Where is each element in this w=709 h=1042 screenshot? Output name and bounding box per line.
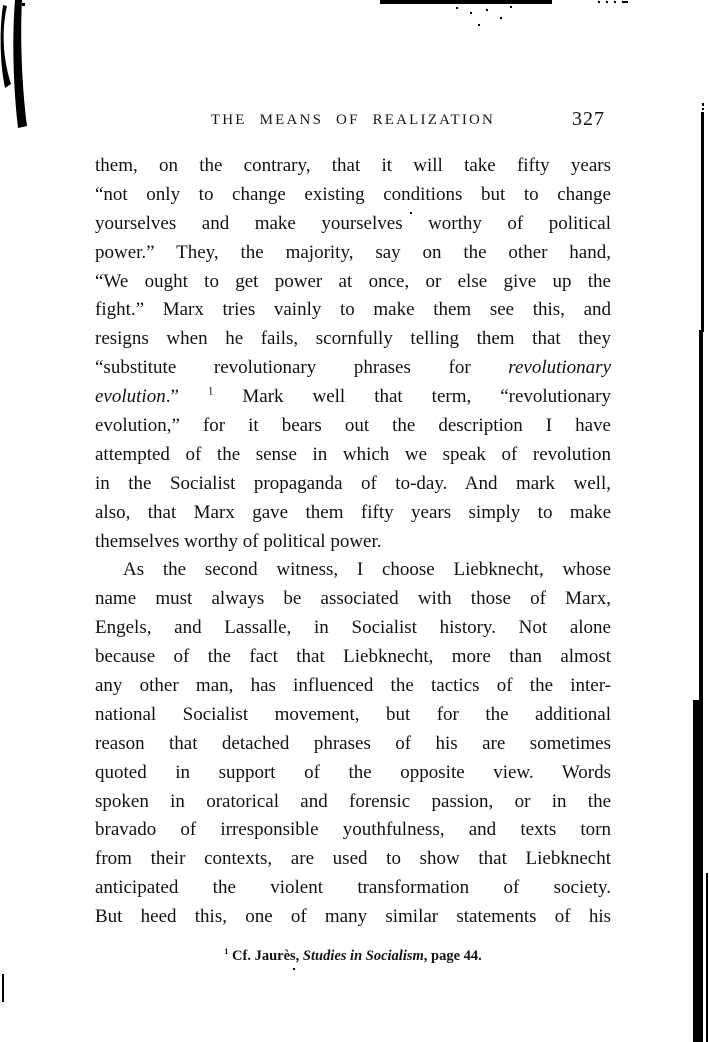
text-segment: “We ought to get power at once, or else give up the [95, 270, 611, 292]
text-segment: evolution,” for it bears out the description I have [95, 415, 611, 437]
text-line [95, 499, 611, 528]
paragraph [95, 556, 611, 932]
scan-artifact-top-rule [380, 0, 552, 4]
text-line [95, 296, 611, 325]
scan-speck [614, 1, 616, 3]
text-segment: national Socialist movement, but for the additional [95, 703, 611, 725]
running-header [95, 108, 611, 132]
scan-artifact-right-line [706, 873, 708, 1042]
text-segment: resigns when he fails, scornfully telling them that they [95, 328, 611, 350]
text-line [95, 325, 611, 354]
text-segment: 1 [207, 385, 214, 398]
text-line [95, 614, 611, 643]
text-line [95, 239, 611, 268]
scan-speck [606, 1, 608, 3]
text-segment: Mark well that term, “revolutionary [213, 386, 612, 408]
footnote [95, 948, 611, 965]
text-line [95, 845, 611, 874]
text-line [95, 874, 611, 903]
scan-speck [293, 968, 295, 970]
text-line [95, 268, 611, 297]
text-line [95, 730, 611, 759]
scan-speck [500, 17, 502, 19]
scan-speck [470, 12, 472, 14]
text-segment: anticipated the violent transformation of society. [95, 877, 611, 899]
scan-artifact-right-line [702, 108, 704, 110]
page-number: 327 [572, 108, 605, 130]
text-line [95, 210, 611, 239]
text-segment: Engels, and Lassalle, in Socialist history. Not alone [95, 617, 611, 639]
scan-speck [510, 6, 512, 8]
text-segment: fight.” Marx tries vainly to make them see this, and [95, 299, 611, 321]
footnote-text [224, 948, 482, 964]
scan-artifact-left-tick [2, 974, 4, 1002]
scan-speck [486, 9, 488, 11]
text-segment: But heed this, one of many similar statements of his [95, 906, 611, 928]
text-segment: any other man, has influenced the tactics of the inter- [95, 675, 611, 697]
text-line [95, 788, 611, 817]
text-line [95, 701, 611, 730]
text-line [95, 643, 611, 672]
text-segment: revolutionary [508, 357, 611, 379]
text-segment: quoted in support of the opposite view. Words [95, 761, 611, 783]
body-text [95, 152, 611, 932]
text-line [95, 354, 611, 383]
text-line [95, 816, 611, 845]
text-segment: bravado of irresponsible youthfulness, and texts torn [95, 819, 611, 841]
scan-speck [622, 1, 628, 3]
text-segment: also, that Marx gave them fifty years simply to make [95, 501, 611, 523]
text-line [95, 470, 611, 499]
text-line [95, 152, 611, 181]
text-line [95, 759, 611, 788]
text-line [95, 672, 611, 701]
text-segment: spoken in oratorical and forensic passion, or in the [95, 790, 611, 812]
scan-speck [598, 1, 600, 3]
scan-speck [478, 24, 480, 26]
scan-artifact-right-line [699, 330, 703, 702]
text-segment: evolution [95, 386, 166, 408]
text-segment: yourselves and make yourselves worthy of political [95, 212, 611, 234]
text-segment: As the second witness, I choose Liebknecht, whose [123, 559, 611, 581]
text-segment: power.” They, the majority, say on the other hand, [95, 241, 611, 263]
text-line [95, 412, 611, 441]
page-title: THE MEANS OF REALIZATION [210, 112, 496, 128]
scan-artifact-binding-marks [0, 0, 34, 132]
text-segment: .” [165, 386, 208, 408]
text-line [95, 441, 611, 470]
text-line [95, 181, 611, 210]
scan-artifact-right-line [702, 103, 704, 106]
text-segment: “not only to change existing conditions but to change [95, 183, 611, 205]
text-segment: reason that detached phrases of his are sometimes [95, 732, 611, 754]
text-segment: Cf. Jaurès, [228, 948, 303, 964]
text-segment: because of the fact that Liebknecht, more than almost [95, 646, 611, 668]
text-line [95, 383, 611, 412]
text-segment: them, on the contrary, that it will take fifty years [95, 155, 611, 176]
text-line [95, 556, 611, 585]
text-line [95, 585, 611, 614]
text-line [95, 528, 611, 557]
paragraph [95, 152, 611, 556]
scan-artifact-right-line [701, 112, 704, 332]
text-segment: Studies in Socialism [302, 948, 424, 964]
scan-speck [456, 7, 458, 9]
text-segment: , page 44. [423, 948, 482, 964]
text-segment: attempted of the sense in which we speak of revolution [95, 443, 611, 465]
text-segment: name must always be associated with those of Marx, [95, 588, 611, 610]
text-segment: in the Socialist propaganda of to-day. And mark well, [95, 472, 611, 494]
text-segment: 1 [224, 947, 229, 957]
text-segment: “substitute revolutionary phrases for [95, 357, 509, 379]
text-segment: from their contexts, are used to show that Liebknecht [95, 848, 611, 870]
text-line [95, 903, 611, 932]
text-segment: themselves worthy of political power. [95, 530, 382, 552]
scan-artifact-right-line [693, 700, 703, 1042]
